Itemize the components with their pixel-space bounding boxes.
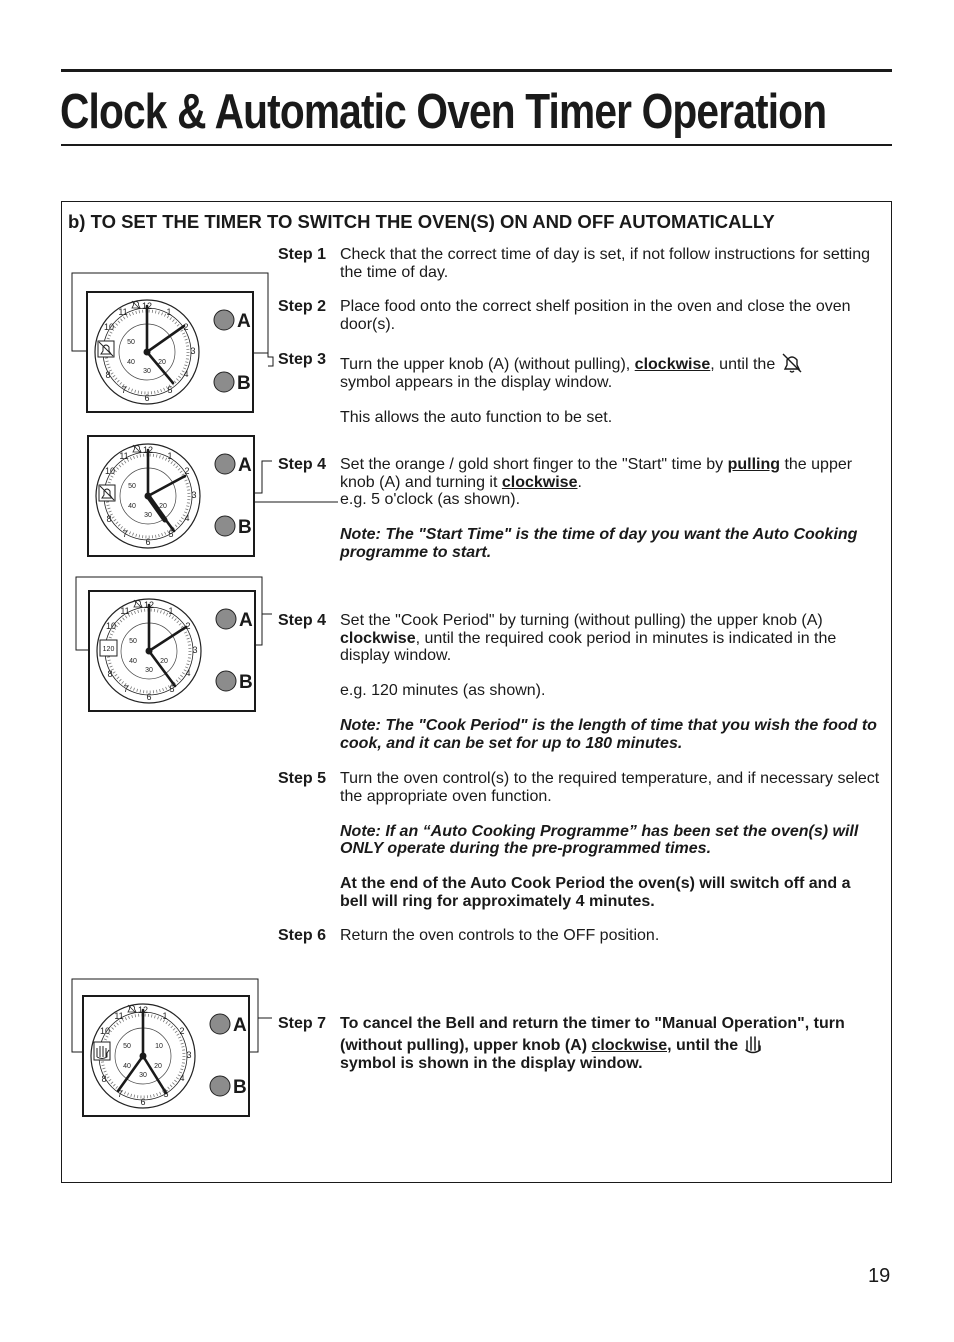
hour-label: 3 (192, 645, 198, 655)
hour-label: 12 (141, 301, 153, 311)
step-text: Turn the upper knob (A) (without pulling), clockwise, until the symbol appears in the display window. (340, 351, 880, 391)
page-title: Clock & Automatic Oven Timer Operation (60, 85, 827, 139)
svg-text:B: B (233, 1077, 247, 1098)
step-text: Set the orange / gold short finger to the "Start" time by pulling the upper knob (A) and turning it clockwise. (340, 456, 853, 491)
hour-label: 4 (185, 668, 191, 678)
hour-label: 7 (122, 529, 128, 539)
hour-label: 4 (184, 513, 190, 523)
minute-label: 40 (128, 503, 136, 510)
hour-label: 12 (137, 1005, 149, 1015)
hour-label: 6 (144, 393, 150, 403)
step-example: e.g. 120 minutes (as shown). (340, 682, 546, 699)
hour-label: 3 (190, 346, 196, 356)
step-text: Set the "Cook Period" by turning (without pulling) the upper knob (A) clockwise, until the required cook period in minutes is indicated in the display window. (340, 612, 837, 664)
timer-diagram-step4-start (87, 435, 257, 558)
hour-label: 2 (184, 466, 190, 476)
bell-icon (98, 341, 114, 357)
svg-text:A: A (239, 610, 253, 631)
hour-label: 11 (119, 451, 129, 461)
hour-label: 5 (167, 385, 173, 395)
hour-label: 11 (114, 1011, 124, 1021)
step-label: Step 3 (278, 351, 327, 368)
minute-label: 20 (154, 1063, 162, 1070)
clockwise-emphasis: clockwise, (591, 1036, 672, 1054)
minute-label: 20 (160, 658, 168, 665)
step-example: e.g. 5 o'clock (as shown). (340, 491, 521, 508)
section-heading: b) TO SET THE TIMER TO SWITCH THE OVEN(S) ON AND OFF AUTOMATICALLY (68, 211, 775, 232)
hour-label: 10 (105, 621, 117, 631)
bell-icon (99, 485, 115, 501)
hour-label: 5 (168, 529, 174, 539)
step-label: Step 6 (278, 927, 327, 944)
hour-label: 7 (117, 1089, 123, 1099)
hour-label: 12 (143, 600, 155, 610)
minute-label: 40 (127, 359, 135, 366)
svg-text:A: A (238, 455, 252, 476)
minute-label: 20 (159, 503, 167, 510)
minute-label: 20 (158, 359, 166, 366)
step-note: This allows the auto function to be set. (340, 408, 613, 426)
step-note: Note: The "Cook Period" is the length of time that you wish the food to cook, and it can be set for up to 180 minutes. (340, 717, 877, 752)
hour-label: 6 (145, 537, 151, 547)
step-label: Step 1 (278, 246, 327, 263)
page-number: 19 (868, 1265, 891, 1287)
hour-label: 8 (105, 370, 111, 380)
step-label: Step 4 (278, 456, 327, 473)
hour-label: 7 (121, 385, 127, 395)
step-text: Check that the correct time of day is set, if not follow instructions for setting the time of day. (340, 246, 871, 281)
hour-label: 10 (104, 466, 116, 476)
minute-label: 40 (129, 658, 137, 665)
step-text: To cancel the Bell and return the timer to "Manual Operation", turn (without pulling), upper knob (A) clockwise, until the symbol is shown in the display window. (340, 1015, 845, 1072)
svg-text:A: A (233, 1015, 247, 1036)
hour-label: 5 (163, 1089, 169, 1099)
minute-label: 30 (144, 512, 152, 519)
minute-label: 50 (128, 483, 136, 490)
minute-label: 50 (129, 638, 137, 645)
step-warning: At the end of the Auto Cook Period the oven(s) will switch off and a bell will ring for approximately 4 minutes. (340, 875, 851, 910)
hour-label: 1 (166, 307, 172, 317)
clockwise-emphasis: clockwise (340, 629, 416, 647)
timer-diagram-step4-cook-period (88, 590, 258, 713)
hour-label: 8 (106, 514, 112, 524)
hour-label: 2 (183, 322, 189, 332)
hour-label: 8 (101, 1074, 107, 1084)
hour-label: 6 (140, 1097, 146, 1107)
clockwise-emphasis: clockwise (501, 473, 578, 491)
hour-label: 3 (186, 1050, 192, 1060)
step-text: Turn the oven control(s) to the required temperature, and if necessary select the appropriate oven function. (340, 770, 880, 805)
hour-label: 12 (142, 445, 154, 455)
minute-label: 40 (123, 1063, 131, 1070)
timer-diagram-step7 (82, 995, 252, 1118)
step-note: Note: The "Start Time" is the time of day you want the Auto Cooking programme to start. (340, 526, 858, 561)
hour-label: 1 (168, 606, 174, 616)
svg-text:A: A (237, 311, 251, 332)
hour-label: 3 (191, 490, 197, 500)
clockwise-emphasis: clockwise (634, 356, 711, 373)
hour-label: 2 (179, 1026, 185, 1036)
minute-label: 30 (143, 368, 151, 375)
display-window (100, 640, 117, 656)
minute-label: 10 (155, 1043, 163, 1050)
hour-label: 1 (162, 1011, 168, 1021)
hour-label: 10 (103, 322, 115, 332)
svg-text:B: B (237, 373, 251, 394)
step-label: Step 5 (278, 770, 327, 787)
hand-icon (742, 1033, 764, 1055)
step-note: Note: If an “Auto Cooking Programme” has been set the oven(s) will ONLY operate during the pre-programmed times. (340, 822, 859, 857)
hour-label: 2 (185, 621, 191, 631)
timer-diagram-step3 (86, 291, 256, 414)
step-label: Step 7 (278, 1015, 327, 1032)
hour-label: 4 (179, 1073, 185, 1083)
hour-label: 11 (118, 307, 128, 317)
step-label: Step 4 (278, 612, 327, 629)
hour-label: 5 (169, 684, 175, 694)
minute-label: 30 (145, 667, 153, 674)
step-label: Step 2 (278, 298, 327, 315)
minute-label: 50 (123, 1043, 131, 1050)
hour-label: 7 (123, 684, 129, 694)
hour-label: 8 (107, 669, 113, 679)
bell-icon (779, 351, 805, 373)
step-text: Place food onto the correct shelf position in the oven and close the oven door(s). (340, 298, 851, 333)
step-text: Return the oven controls to the OFF position. (340, 927, 660, 944)
cook-period-readout: 120 (102, 646, 115, 653)
hour-label: 10 (99, 1026, 111, 1036)
pulling-emphasis: pulling (727, 456, 781, 473)
minute-label: 50 (127, 339, 135, 346)
hour-label: 4 (183, 369, 189, 379)
svg-text:B: B (238, 517, 252, 538)
hour-label: 6 (146, 692, 152, 702)
hand-icon (94, 1042, 110, 1060)
hour-label: 11 (120, 606, 130, 616)
minute-label: 30 (139, 1072, 147, 1079)
svg-text:B: B (239, 672, 253, 693)
hour-label: 1 (167, 451, 173, 461)
